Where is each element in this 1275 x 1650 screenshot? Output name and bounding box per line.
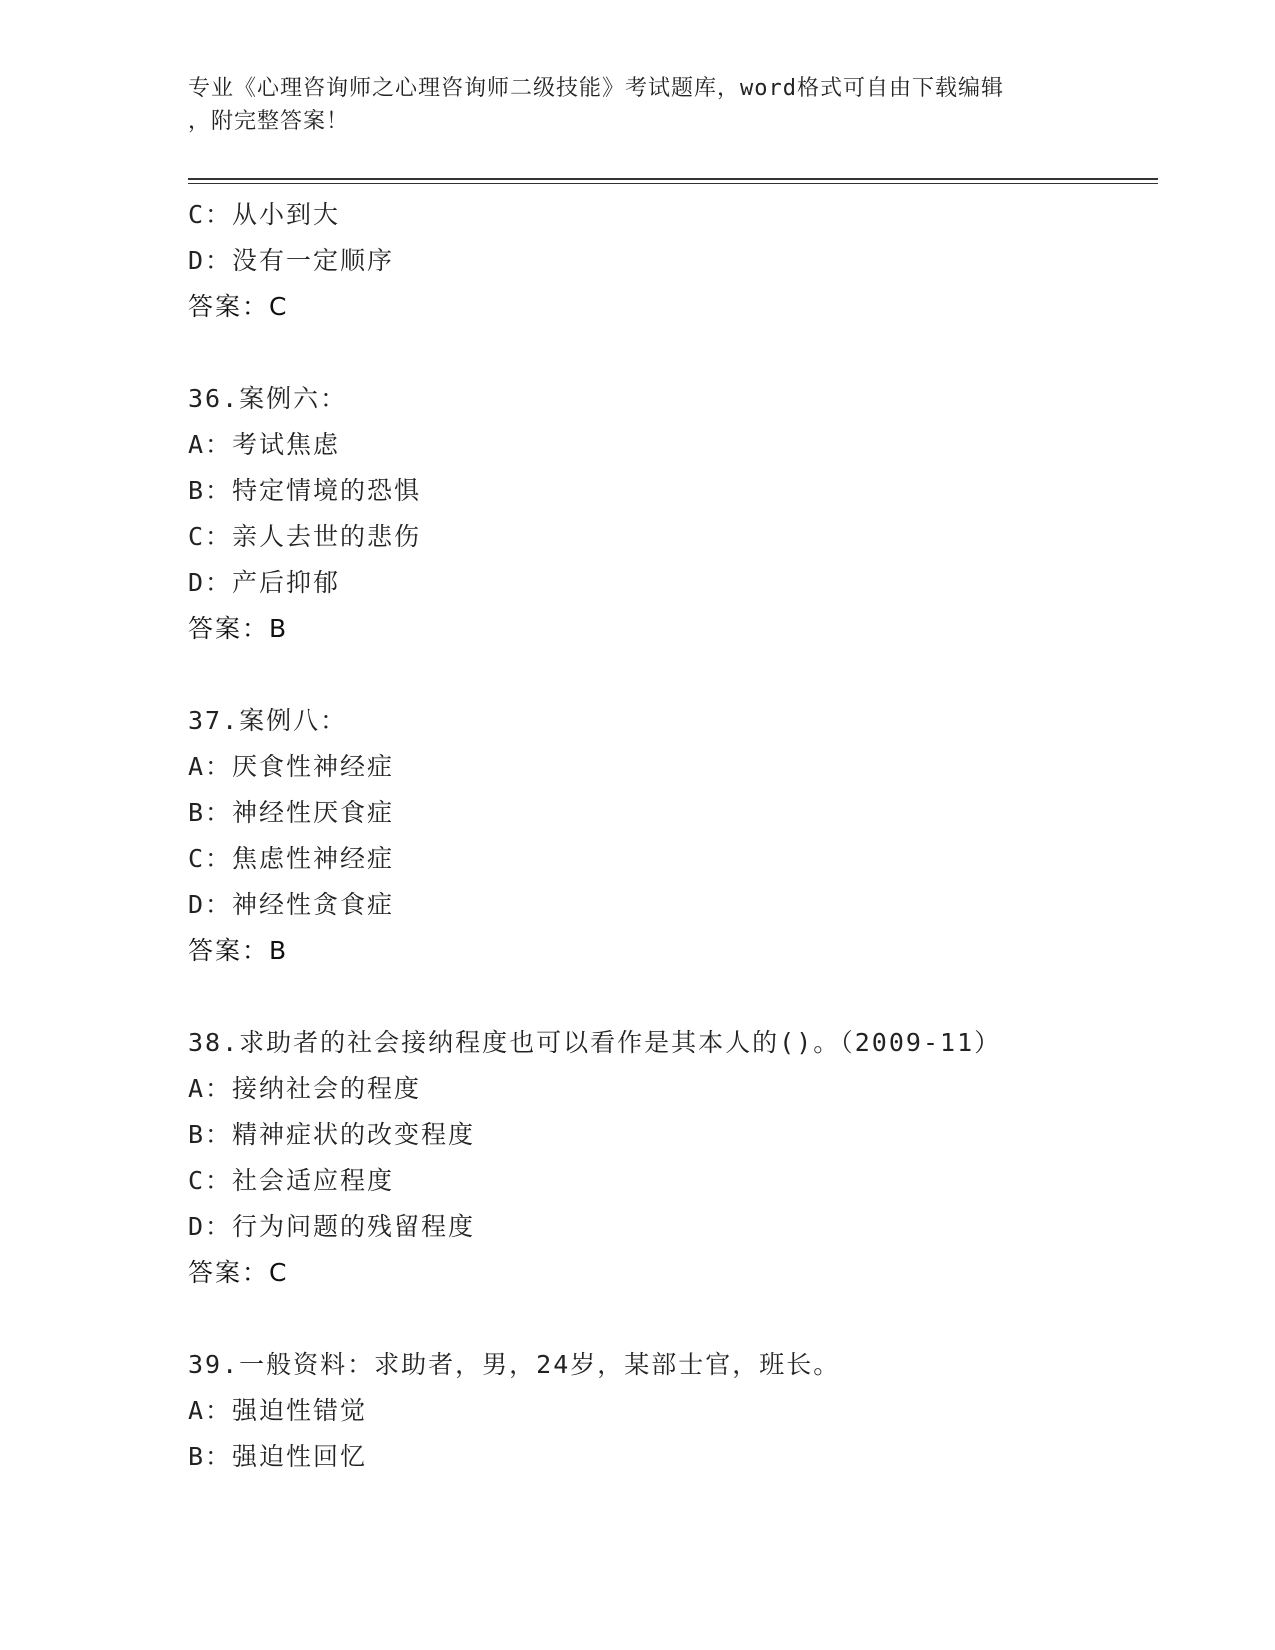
header-divider-thick: [188, 178, 1158, 180]
question-block-36: [188, 376, 1148, 652]
option-c: C：焦虑性神经症: [188, 844, 395, 873]
question-stem: 36.案例六：: [188, 384, 348, 413]
spacer: [188, 652, 1148, 698]
question-stem: 39.一般资料：求助者，男，24岁，某部士官，班长。: [188, 1350, 841, 1379]
header-title-line-1: 专业《心理咨询师之心理咨询师二级技能》考试题库，word格式可自由下载编辑: [188, 76, 1004, 101]
question-stem: 37.案例八：: [188, 706, 348, 735]
spacer: [188, 1296, 1148, 1342]
question-block-38: [188, 1020, 1148, 1296]
question-block-37: [188, 698, 1148, 974]
question-stem: 38.求助者的社会接纳程度也可以看作是其本人的()。（2009-11）: [188, 1028, 1002, 1057]
answer-line: 答案：B: [188, 614, 289, 643]
option-c: C：亲人去世的悲伤: [188, 522, 422, 551]
question-block-39: [188, 1342, 1148, 1480]
question-block-prev: [188, 192, 1148, 330]
option-a: A：厌食性神经症: [188, 752, 395, 781]
option-d: D：行为问题的残留程度: [188, 1212, 476, 1241]
header-title-line-2: ，附完整答案！: [188, 109, 350, 134]
answer-line: 答案：C: [188, 292, 289, 321]
option-c: C：社会适应程度: [188, 1166, 395, 1195]
option-a: A：接纳社会的程度: [188, 1074, 422, 1103]
option-b: B：强迫性回忆: [188, 1442, 368, 1471]
option-a: A：考试焦虑: [188, 430, 341, 459]
option-d: D：没有一定顺序: [188, 246, 395, 275]
answer-line: 答案：C: [188, 1258, 289, 1287]
option-c: C：从小到大: [188, 200, 341, 229]
header-divider-thin: [188, 183, 1158, 184]
option-d: D：产后抑郁: [188, 568, 341, 597]
spacer: [188, 330, 1148, 376]
answer-line: 答案：B: [188, 936, 289, 965]
option-b: B：精神症状的改变程度: [188, 1120, 476, 1149]
option-b: B：神经性厌食症: [188, 798, 395, 827]
option-d: D：神经性贪食症: [188, 890, 395, 919]
option-b: B：特定情境的恐惧: [188, 476, 422, 505]
question-list: [188, 192, 1148, 1480]
document-header: [188, 72, 1088, 138]
spacer: [188, 974, 1148, 1020]
option-a: A：强迫性错觉: [188, 1396, 368, 1425]
